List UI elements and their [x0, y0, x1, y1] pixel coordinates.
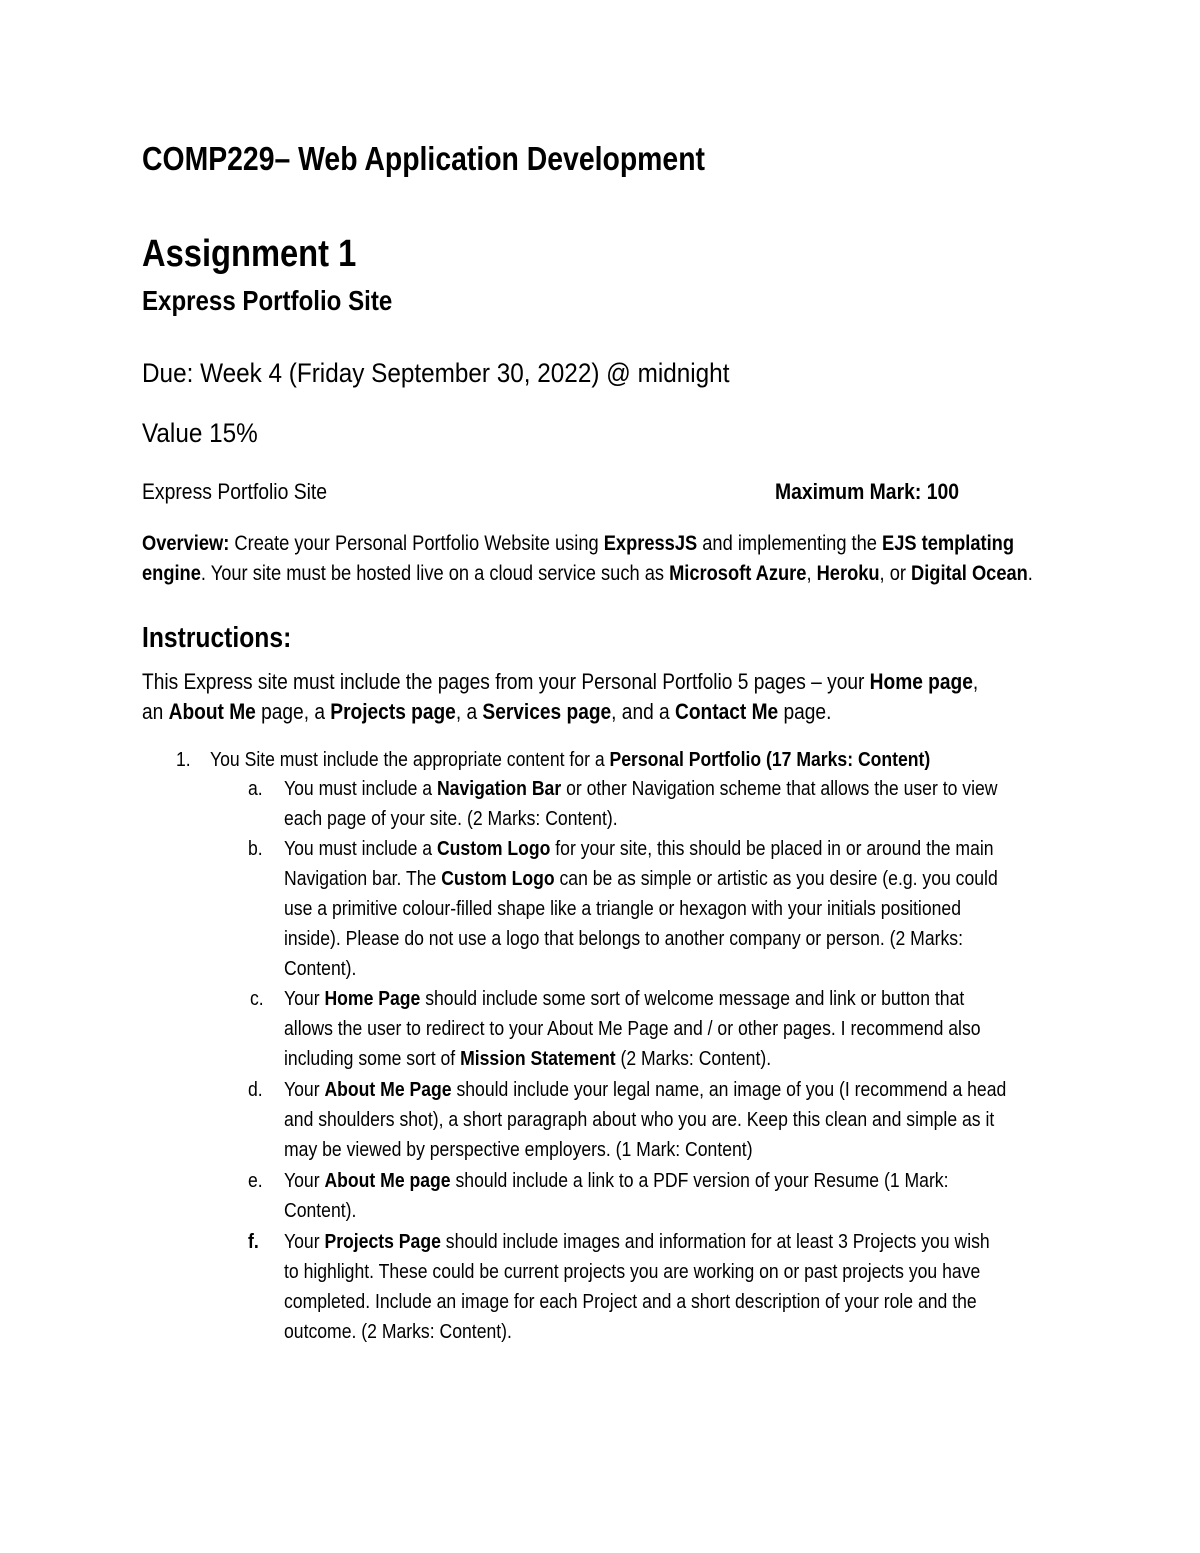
bold-text-run: Navigation Bar	[436, 778, 562, 800]
sub-item-line	[284, 958, 356, 981]
sub-item-line	[284, 1018, 981, 1041]
assignment-value: Value 15%	[142, 418, 258, 448]
sub-item-line	[284, 1200, 356, 1223]
bold-text-run: Contact Me	[675, 699, 779, 724]
instructions-intro-line-2	[142, 699, 831, 725]
bold-text-run: About Me	[168, 699, 256, 724]
text-run: should include a link to a PDF version of your Resume (1 Mark:	[450, 1170, 949, 1192]
assignment-subtitle: Express Portfolio Site	[142, 285, 393, 316]
sub-item-line	[284, 898, 961, 921]
sub-item-line	[284, 1139, 753, 1162]
text-run: to highlight. These could be current projects you are working on or past projects you have	[284, 1261, 981, 1283]
text-run: Content).	[284, 1200, 357, 1222]
sub-item-line	[284, 1048, 771, 1071]
bold-text-run: Custom Logo	[441, 868, 555, 890]
bold-text-run: ExpressJS	[603, 532, 698, 555]
sub-item-marker: f.	[248, 1231, 259, 1253]
bold-text-run: Custom Logo	[436, 838, 551, 860]
bold-text-run: Heroku	[816, 562, 880, 585]
sub-item-line	[284, 1291, 977, 1314]
bold-text-run: About Me page	[324, 1170, 451, 1192]
site-name-label: Express Portfolio Site	[142, 479, 328, 504]
text-run: You must include a	[284, 778, 437, 800]
course-title: COMP229– Web Application Development	[142, 140, 705, 177]
text-run: for your site, this should be placed in or around the main	[550, 838, 994, 860]
bold-text-run: Personal Portfolio (17 Marks: Content)	[609, 749, 931, 771]
maximum-mark: Maximum Mark: 100	[775, 479, 960, 504]
sub-item-line	[284, 988, 964, 1011]
text-run: including some sort of	[284, 1048, 461, 1070]
bold-text-run: Home page	[869, 669, 973, 694]
bold-text-run: engine	[142, 562, 201, 585]
bold-text-run: Microsoft Azure	[669, 562, 807, 585]
bold-text-run: Projects Page	[324, 1231, 441, 1253]
text-run: and implementing the	[697, 532, 883, 555]
bold-text-run: EJS templating	[882, 532, 1015, 555]
text-run: Create your Personal Portfolio Website using	[229, 532, 604, 555]
sub-item-line	[284, 1170, 949, 1193]
text-run: inside). Please do not use a logo that belongs to another company or person. (2 Marks:	[284, 928, 963, 950]
bold-text-run: Projects page	[330, 699, 456, 724]
text-run: You Site must include the appropriate content for a	[210, 749, 610, 771]
text-run: each page of your site. (2 Marks: Content).	[284, 808, 618, 830]
sub-item-line	[284, 778, 998, 801]
sub-item-line	[284, 868, 998, 891]
text-run: ,	[972, 669, 979, 694]
text-run: .	[1027, 562, 1033, 585]
text-run: can be as simple or artistic as you desire (e.g. you could	[554, 868, 998, 890]
assignment-title: Assignment 1	[142, 233, 357, 275]
text-run: page.	[778, 699, 832, 724]
sub-item-line	[284, 1261, 980, 1284]
text-run: page, a	[255, 699, 331, 724]
bold-text-run: Overview:	[142, 532, 230, 555]
text-run: , a	[455, 699, 483, 724]
text-run: allows the user to redirect to your About Me Page and / or other pages. I recommend also	[284, 1018, 981, 1040]
text-run: use a primitive colour-filled shape like a triangle or hexagon with your initials positioned	[284, 898, 961, 920]
bold-text-run: Services page	[482, 699, 612, 724]
sub-item-marker: c.	[250, 988, 264, 1010]
sub-item-line	[284, 838, 994, 861]
sub-item-marker: b.	[248, 838, 263, 860]
text-run: . Your site must be hosted live on a cloud service such as	[200, 562, 670, 585]
instructions-heading: Instructions:	[142, 622, 292, 654]
list-item-number: 1.	[176, 749, 191, 771]
text-run: completed. Include an image for each Project and a short description of your role and the	[284, 1291, 977, 1313]
bold-text-run: About Me Page	[324, 1079, 452, 1101]
sub-item-line	[284, 1231, 990, 1254]
text-run: This Express site must include the pages from your Personal Portfolio 5 pages – your	[142, 669, 870, 694]
text-run: outcome. (2 Marks: Content).	[284, 1321, 512, 1343]
text-run: , and a	[611, 699, 676, 724]
text-run: should include images and information for at least 3 Projects you wish	[440, 1231, 990, 1253]
sub-item-line	[284, 1109, 994, 1132]
text-run: should include your legal name, an image of you (I recommend a head	[451, 1079, 1007, 1101]
sub-item-marker: d.	[248, 1079, 263, 1101]
bold-text-run: Digital Ocean	[911, 562, 1028, 585]
sub-item-marker: a.	[248, 778, 263, 800]
sub-item-marker: e.	[248, 1170, 263, 1192]
instructions-intro-line-1	[142, 669, 978, 695]
bold-text-run: Mission Statement	[460, 1048, 616, 1070]
overview-line-1	[142, 532, 1014, 556]
text-run: Your	[284, 988, 325, 1010]
text-run: , or	[879, 562, 912, 585]
list-item-text	[210, 749, 930, 772]
text-run: Your	[284, 1170, 325, 1192]
text-run: may be viewed by perspective employers. (1 Mark: Content)	[284, 1139, 753, 1161]
text-run: Navigation bar. The	[284, 868, 442, 890]
text-run: or other Navigation scheme that allows the user to view	[561, 778, 998, 800]
sub-item-line	[284, 808, 618, 831]
bold-text-run: Home Page	[324, 988, 421, 1010]
text-run: an	[142, 699, 169, 724]
text-run: ,	[806, 562, 817, 585]
sub-item-line	[284, 1079, 1006, 1102]
text-run: You must include a	[284, 838, 437, 860]
text-run: Your	[284, 1079, 325, 1101]
text-run: and shoulders shot), a short paragraph about who you are. Keep this clean and simple as it	[284, 1109, 995, 1131]
text-run: (2 Marks: Content).	[615, 1048, 772, 1070]
sub-item-line	[284, 928, 963, 951]
text-run: should include some sort of welcome message and link or button that	[420, 988, 965, 1010]
due-date: Due: Week 4 (Friday September 30, 2022) @ midnight	[142, 358, 730, 388]
sub-item-line	[284, 1321, 512, 1344]
text-run: Your	[284, 1231, 325, 1253]
overview-line-2	[142, 562, 1033, 586]
text-run: Content).	[284, 958, 357, 980]
